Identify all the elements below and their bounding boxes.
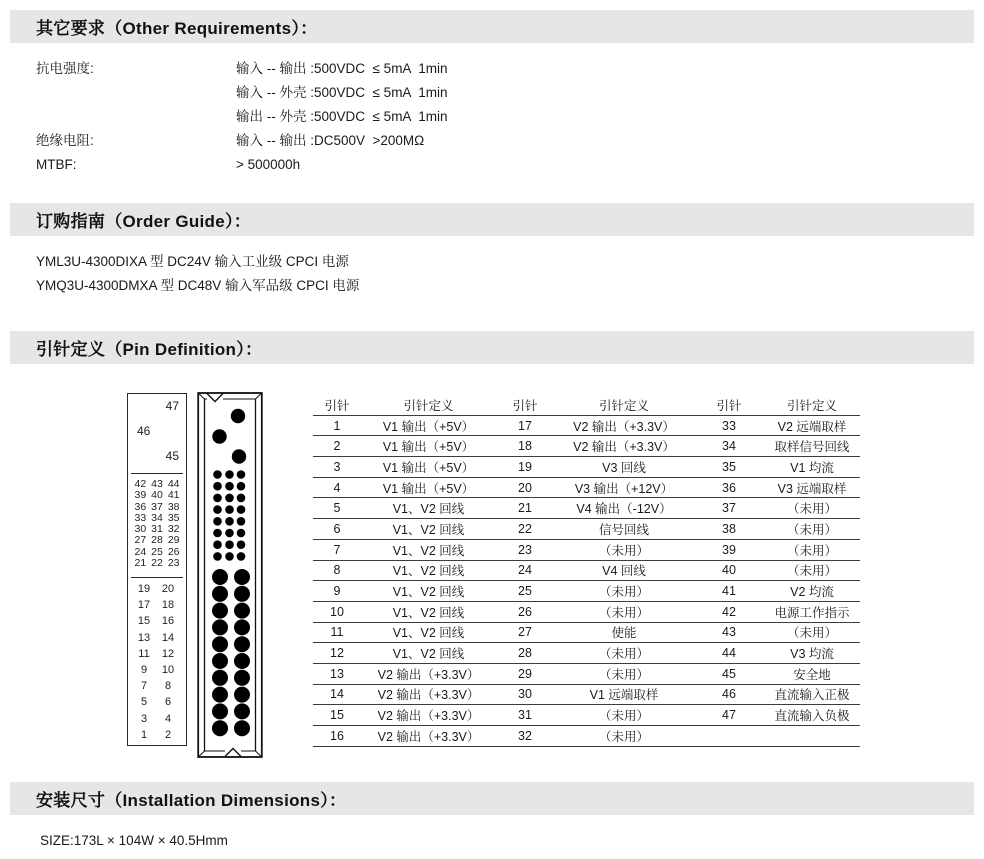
requirement-label: 抗电强度: [36,61,94,76]
order-guide-line: YML3U-4300DIXA 型 DC24V 输入工业级 CPCI 电源 [36,254,349,269]
pin-table-row [313,663,860,684]
pin-cell-number: 28 [496,643,554,664]
pin-cell-number: 31 [496,705,554,726]
pin-table-row [313,684,860,705]
pin-table-row [313,643,860,664]
pin-number: 7 [140,680,148,693]
pin-cell-definition: V1 均流 [764,457,860,478]
section-header-other-requirements [10,10,974,43]
pin-cell-definition: 安全地 [764,663,860,684]
pin-cell-number: 13 [313,663,361,684]
pin-table-header-row [313,395,860,415]
pin-table-header-cell: 引针 [313,395,361,415]
pin-cell-definition: （未用） [554,726,694,747]
connector-pin-dot [225,529,234,538]
pin-number: 16 [161,615,175,628]
connector-pin-dot [212,586,228,602]
pin-cell-definition: （未用） [764,560,860,581]
pin-cell-definition: V1、V2 回线 [361,622,496,643]
pin-number: 13 [137,631,151,644]
pin-cell-definition: V3 输出（+12V） [554,477,694,498]
pin-table-row [313,415,860,436]
pin-number: 35 [167,511,180,524]
pin-cell-definition: V1 输出（+5V） [361,436,496,457]
pin-cell-number: 35 [694,457,764,478]
pin-cell-definition: （未用） [554,539,694,560]
pin-number: 3 [140,712,148,725]
requirement-row [36,129,447,153]
connector-pin-dot [213,540,222,549]
connector-pin-dot [213,470,222,479]
pin-cell-definition: （未用） [764,539,860,560]
pin-cell-definition: V1、V2 回线 [361,560,496,581]
pin-cell-definition: V2 均流 [764,581,860,602]
pin-cell-number: 21 [496,498,554,519]
connector-pin-dot [225,470,234,479]
pin-cell-number: 24 [496,560,554,581]
pin-cell-number: 9 [313,581,361,602]
pin-number-row [134,630,178,646]
connector-diagram-icon [197,391,263,759]
section-title-other-requirements: 其它要求（Other Requirements）： [36,19,318,38]
pin-cell-definition: V1、V2 回线 [361,601,496,622]
pin-number: 21 [134,557,147,570]
pin-cell-number: 5 [313,498,361,519]
connector-pin-dot [234,703,250,719]
pin-cell-number: 22 [496,519,554,540]
pin-number: 37 [151,500,163,513]
pin-cell-number: 40 [694,560,764,581]
pin-cell-number: 10 [313,601,361,622]
pin-number-row [134,662,178,678]
connector-pin-dot [237,517,246,526]
pin-cell-number: 15 [313,705,361,726]
requirement-value: 输入 -- 外壳 :500VDC ≤ 5mA 1min [236,85,448,100]
pin-cell-number: 26 [496,601,554,622]
pin-cell-definition: （未用） [554,643,694,664]
pin-number: 2 [164,728,172,741]
pin-cell-definition: 直流输入负极 [764,705,860,726]
installation-size-text: SIZE:173L × 104W × 40.5Hmm [40,833,228,848]
connector-pin-dot [225,494,234,503]
pin-cell-number: 3 [313,457,361,478]
requirement-label: 绝缘电阻: [36,133,94,148]
connector-pin-dot [234,603,250,619]
pin-number: 30 [134,523,147,536]
connector-pin-dot [225,517,234,526]
pin-cell-number: 16 [313,726,361,747]
connector-pin-dot [237,482,246,491]
connector-pin-dot [212,569,228,585]
requirement-value: 输入 -- 输出 :DC500V >200MΩ [236,133,425,148]
connector-pin-dot [234,720,250,736]
connector-pin-dot [225,505,234,514]
connector-pin-dot [212,687,228,703]
connector-pin-dot [212,603,228,619]
pin-number: 24 [134,545,147,558]
connector-pin-dot [237,552,246,561]
pin-table-row [313,519,860,540]
section-header-order-guide [10,203,974,236]
pin-table-header-cell: 引针定义 [361,395,496,415]
pin-cell-number: 44 [694,643,764,664]
connector-pin-dot [225,540,234,549]
pin-number: 34 [151,511,163,524]
pin-number-row [132,490,182,501]
connector-pin-dot [232,449,246,463]
pin-table-row [313,705,860,726]
pin-cell-number: 42 [694,601,764,622]
pin-number: 26 [167,545,180,558]
pin-number: 8 [164,680,172,693]
pin-cell-number: 14 [313,684,361,705]
connector-pin-dot [234,619,250,635]
connector-pin-dot [213,529,222,538]
connector-pin-dot [237,494,246,503]
pin-cell-definition: （未用） [554,663,694,684]
pin-number: 5 [140,696,148,709]
connector-pin-dot [213,505,222,514]
pin-cell-definition: V1、V2 回线 [361,498,496,519]
connector-pin-dot [234,670,250,686]
connector-pin-dot [225,482,234,491]
pin-cell-definition [764,726,860,747]
pin-table-head [313,395,860,415]
connector-pin-dot [234,586,250,602]
pin-triple-rows [132,479,182,569]
pin-cell-definition: V4 输出（-12V） [554,498,694,519]
pin-table-row [313,477,860,498]
pin-number: 25 [151,545,163,558]
pin-cell-definition: （未用） [764,498,860,519]
pin-cell-number: 32 [496,726,554,747]
requirement-value: 输出 -- 外壳 :500VDC ≤ 5mA 1min [236,109,448,124]
connector-pin-dot [234,569,250,585]
pin-cell-number: 1 [313,415,361,436]
pin-table-header-cell: 引针定义 [554,395,694,415]
requirement-value: 输入 -- 输出 :500VDC ≤ 5mA 1min [236,61,448,76]
pin-cell-number: 7 [313,539,361,560]
pin-cell-definition: V4 回线 [554,560,694,581]
pin-cell-number: 29 [496,663,554,684]
pin-cell-definition: V2 输出（+3.3V） [554,415,694,436]
pin-number-row [132,558,182,569]
pin-table-row [313,436,860,457]
connector-pin-dot [237,540,246,549]
pin-number: 41 [167,489,180,502]
connector-pin-dot [212,703,228,719]
pin-table-row [313,581,860,602]
pin-cell-definition: V1 远端取样 [554,684,694,705]
pin-number: 40 [151,489,163,502]
pin-cell-number: 18 [496,436,554,457]
pin-number-row [134,711,178,727]
pin-number-row [134,597,178,613]
pin-table [313,395,860,747]
pin-cell-number: 36 [694,477,764,498]
pin-table-row [313,457,860,478]
requirement-label: MTBF: [36,157,77,172]
pin-cell-definition: V3 回线 [554,457,694,478]
pin-cell-number: 2 [313,436,361,457]
pin-table-row [313,601,860,622]
pin-cell-definition: 信号回线 [554,519,694,540]
pin-cell-definition: 使能 [554,622,694,643]
pin-number-46: 46 [137,424,151,438]
pin-table-body [313,415,860,746]
connector-pin-dot [212,653,228,669]
pin-cell-definition: 直流输入正极 [764,684,860,705]
pin-cell-number: 39 [694,539,764,560]
connector-pin-dot [213,552,222,561]
pin-number: 18 [161,599,175,612]
order-guide-line: YMQ3U-4300DMXA 型 DC48V 输入军品级 CPCI 电源 [36,278,360,293]
pin-cell-definition: V1 输出（+5V） [361,415,496,436]
pin-cell-definition: V1 输出（+5V） [361,457,496,478]
pin-number-row [134,581,178,597]
pin-number-row [134,694,178,710]
connector-pin-dot [213,482,222,491]
pin-number: 33 [134,511,147,524]
pin-number: 1 [140,728,148,741]
pin-number: 15 [137,615,151,628]
pin-number: 28 [151,534,163,547]
pin-number: 14 [161,631,175,644]
pin-number: 11 [138,647,150,660]
pin-table-row [313,622,860,643]
pin-cell-definition: V3 远端取样 [764,477,860,498]
section-title-pin-definition: 引针定义（Pin Definition）： [36,340,263,359]
pin-cell-definition: V1、V2 回线 [361,581,496,602]
pin-cell-number: 23 [496,539,554,560]
requirements-list [36,57,447,177]
pin-number-row [134,646,178,662]
connector-pin-dot [212,429,226,443]
pin-number: 20 [161,583,175,595]
connector-pin-dot [237,470,246,479]
pin-number-row [134,613,178,629]
connector-pin-dot [212,636,228,652]
pin-cell-definition: （未用） [554,705,694,726]
requirement-values [236,129,424,153]
pin-cell-number: 4 [313,477,361,498]
pin-cell-number: 47 [694,705,764,726]
pin-cell-definition: V2 输出（+3.3V） [361,684,496,705]
pin-cell-number: 11 [313,622,361,643]
pin-cell-definition: （未用） [764,622,860,643]
pin-cell-definition: V1、V2 回线 [361,539,496,560]
pin-cell-number [694,726,764,747]
pin-table-header-cell: 引针定义 [764,395,860,415]
pin-cell-number: 41 [694,581,764,602]
pin-cell-number: 46 [694,684,764,705]
pin-cell-number: 34 [694,436,764,457]
pin-cell-number: 43 [694,622,764,643]
pin-cell-number: 20 [496,477,554,498]
section-header-installation [10,782,974,815]
pin-table-header-cell: 引针 [694,395,764,415]
pin-number: 38 [167,500,180,513]
pin-number: 36 [134,500,147,513]
section-title-order-guide: 订购指南（Order Guide）： [36,212,252,231]
connector-pin-dot [225,552,234,561]
connector-pin-dot [212,720,228,736]
pin-number: 19 [137,583,151,595]
pin-cell-definition: V1、V2 回线 [361,519,496,540]
connector-pin-dot [234,636,250,652]
pin-cell-number: 17 [496,415,554,436]
pin-cell-definition: V3 均流 [764,643,860,664]
pin-cell-definition: V1 输出（+5V） [361,477,496,498]
pin-number: 4 [164,712,172,725]
pin-number-row [134,727,178,743]
requirement-row [36,57,447,129]
pin-cell-number: 25 [496,581,554,602]
pin-number: 17 [137,599,151,612]
pin-number: 42 [134,478,147,490]
connector-pin-dot [234,653,250,669]
connector-pin-dot [234,687,250,703]
pin-cell-definition: V2 输出（+3.3V） [361,705,496,726]
pin-cell-definition: V2 输出（+3.3V） [361,726,496,747]
pin-cell-definition: 取样信号回线 [764,436,860,457]
section-title-installation: 安装尺寸（Installation Dimensions）： [36,791,347,810]
pin-number: 32 [167,523,180,536]
pin-cell-number: 30 [496,684,554,705]
pin-cell-number: 33 [694,415,764,436]
pin-table-row [313,539,860,560]
pin-number: 9 [140,663,148,676]
pin-number: 29 [167,534,180,547]
pin-table-row [313,498,860,519]
pin-cell-number: 6 [313,519,361,540]
pin-number-row [134,678,178,694]
pin-cell-definition: （未用） [554,601,694,622]
connector-pin-dot [213,517,222,526]
pin-number: 6 [164,696,172,709]
pin-cell-definition: V1、V2 回线 [361,643,496,664]
pin-number-legend [127,393,187,746]
pin-table-header-cell: 引针 [496,395,554,415]
pin-cell-number: 37 [694,498,764,519]
pin-cell-number: 8 [313,560,361,581]
pin-number: 31 [151,523,163,536]
order-guide-list [36,250,359,298]
pin-number: 10 [161,663,175,676]
pin-number: 12 [161,647,175,660]
pin-cell-definition: （未用） [554,581,694,602]
pin-cell-number: 27 [496,622,554,643]
connector-pin-dot [212,670,228,686]
pin-number: 39 [134,489,147,502]
pin-number: 23 [167,557,180,570]
requirement-values [236,57,447,129]
pin-cell-number: 19 [496,457,554,478]
pin-table-row [313,560,860,581]
pin-table-row [313,726,860,747]
requirement-row [36,153,447,177]
section-header-pin-definition [10,331,974,364]
legend-divider [131,473,183,474]
pin-cell-definition: V2 输出（+3.3V） [554,436,694,457]
pin-number-45: 45 [165,449,179,463]
pin-number: 27 [134,534,147,547]
pin-number: 44 [167,478,180,490]
requirement-value: > 500000h [236,157,301,172]
connector-pin-dot [213,494,222,503]
connector-pin-dot [237,529,246,538]
connector-pin-dot [231,409,245,423]
pin-cell-number: 12 [313,643,361,664]
pin-cell-definition: V2 输出（+3.3V） [361,663,496,684]
pin-number: 43 [151,478,163,490]
pin-cell-number: 45 [694,663,764,684]
connector-pin-dot [212,619,228,635]
requirement-values [236,153,300,177]
connector-pin-dot [237,505,246,514]
pin-cell-definition: V2 远端取样 [764,415,860,436]
legend-divider [131,577,183,578]
pin-cell-definition: 电源工作指示 [764,601,860,622]
pin-cell-number: 38 [694,519,764,540]
pin-number-47: 47 [165,399,179,413]
pin-cell-definition: （未用） [764,519,860,540]
pin-double-rows [134,581,178,743]
pin-number: 22 [151,557,163,570]
